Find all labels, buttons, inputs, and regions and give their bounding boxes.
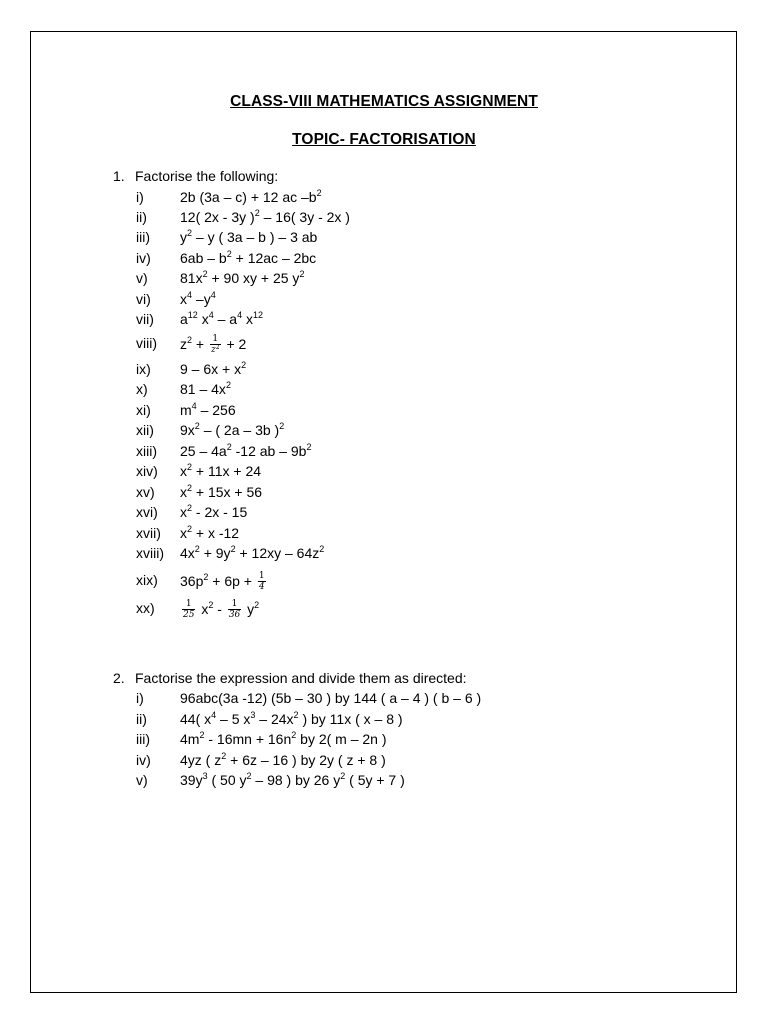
item-expression [180, 209, 350, 225]
item-expression [180, 711, 403, 727]
expression-text: 4x [180, 545, 195, 561]
exponent: 4 [191, 401, 197, 411]
exponent: 2 [208, 600, 214, 611]
item-numeral: xx) [136, 600, 155, 616]
expression-text: + 12ac – 2bc [231, 250, 317, 266]
fraction [182, 599, 195, 620]
exponent: 2 [194, 421, 200, 431]
fraction-numerator: 1 [258, 571, 265, 581]
item-expression [180, 690, 481, 706]
exponent: 2 [254, 600, 260, 611]
expression-text: 96abc(3a -12) (5b – 30 ) by 144 ( a – 4 ) ( b – 6 ) [180, 690, 482, 706]
expression-text: – 16( 3y - 2x ) [259, 209, 350, 225]
expression-text: a [180, 311, 188, 327]
item-numeral: xii) [136, 422, 154, 438]
expression-text: – 5 x [216, 711, 251, 727]
exponent: 2 [254, 208, 260, 218]
item-expression [180, 752, 386, 768]
expression-text: – 256 [196, 402, 236, 418]
item-numeral: i) [136, 690, 144, 706]
expression-text: + x -12 [192, 525, 240, 541]
exponent: 4 [237, 310, 243, 320]
item-numeral: vi) [136, 291, 151, 307]
expression-text: 81 – 4x [180, 381, 226, 397]
item-expression [180, 361, 246, 377]
expression-text: + 12xy – 64z [235, 545, 320, 561]
item-numeral: xix) [136, 572, 158, 588]
item-numeral: xv) [136, 484, 155, 500]
exponent: 2 [187, 228, 193, 238]
expression-text: x [180, 525, 187, 541]
expression-text: – 24x [255, 711, 294, 727]
fraction [258, 571, 266, 592]
expression-text: –y [192, 291, 211, 307]
item-numeral: x) [136, 381, 148, 397]
exponent: 2 [230, 544, 236, 554]
fraction [210, 334, 221, 355]
item-numeral: v) [136, 772, 148, 788]
expression-text: x [180, 463, 187, 479]
item-numeral: iv) [136, 250, 151, 266]
exponent: 2 [221, 751, 227, 761]
expression-text: y [243, 601, 255, 618]
expression-text: + 90 xy + 25 y [207, 270, 300, 286]
fraction-numerator: 1 [182, 599, 195, 610]
expression-text: 44( x [180, 711, 212, 727]
exponent: 4 [211, 710, 217, 720]
expression-text: -12 ab – 9b [231, 443, 307, 459]
expression-text: + 2 [222, 336, 247, 353]
expression-text: y [180, 229, 187, 245]
exponent: 2 [316, 188, 322, 198]
expression-text: x [242, 311, 253, 327]
exponent: 2 [299, 269, 305, 279]
item-expression [180, 381, 231, 397]
item-expression [180, 229, 317, 245]
expression-text: – y ( 3a – b ) – 3 ab [192, 229, 318, 245]
item-numeral: i) [136, 189, 144, 205]
expression-text: – ( 2a – 3b ) [199, 422, 280, 438]
expression-text: 2b (3a – c) + 12 ac –b [180, 189, 317, 205]
fraction-denominator: $z^2$ [210, 344, 220, 355]
expression-text: + 11x + 24 [192, 463, 262, 479]
exponent: 2 [306, 442, 312, 452]
expression-text: x [180, 484, 187, 500]
item-numeral: xiii) [136, 443, 157, 459]
exponent: 2 [187, 524, 193, 534]
expression-text: - 2x - 15 [192, 504, 248, 520]
item-expression [180, 311, 263, 327]
expression-text: 39y [180, 772, 203, 788]
item-expression [180, 484, 262, 500]
expression-text: - 16mn + 16n [204, 731, 292, 747]
exponent: 12 [252, 310, 263, 320]
item-expression [180, 335, 246, 356]
expression-text: 36p [180, 573, 204, 590]
item-numeral: xvii) [136, 525, 161, 541]
exponent: 2 [340, 771, 346, 781]
expression-text: 9x [180, 422, 195, 438]
exponent: 2 [199, 730, 205, 740]
item-numeral: iv) [136, 752, 151, 768]
exponent: 2 [187, 483, 193, 493]
exponent: 12 [187, 310, 198, 320]
exponent: 2 [319, 544, 325, 554]
expression-text: x [197, 601, 209, 618]
topic-heading: TOPIC- FACTORISATION [292, 131, 476, 148]
exponent: 4 [210, 290, 216, 300]
exponent: 4 [208, 310, 214, 320]
expression-text: + 9y [199, 545, 231, 561]
item-numeral: ii) [136, 209, 147, 225]
item-expression [180, 572, 268, 593]
item-numeral: iii) [136, 731, 150, 747]
expression-text: + 6p + [208, 573, 256, 590]
item-numeral: xviii) [136, 545, 164, 561]
exponent: 2 [226, 442, 232, 452]
item-numeral: vii) [136, 311, 154, 327]
question-number: 1. [113, 168, 125, 184]
item-expression [180, 525, 239, 541]
item-expression [180, 463, 261, 479]
fraction-denominator: 25 [183, 610, 195, 620]
expression-text: z [180, 336, 187, 353]
exponent: 3 [250, 710, 256, 720]
exponent: 2 [202, 269, 208, 279]
assignment-title: CLASS-VIII MATHEMATICS ASSIGNMENT [230, 93, 538, 110]
expression-text: ( 50 y [207, 772, 247, 788]
exponent: 2 [226, 249, 232, 259]
expression-text: x [180, 291, 187, 307]
item-numeral: xiv) [136, 463, 158, 479]
expression-text: – a [213, 311, 238, 327]
expression-text: by 2( m – 2n ) [296, 731, 387, 747]
expression-text: 4yz ( z [180, 752, 222, 768]
expression-text: ( 5y + 7 ) [345, 772, 405, 788]
expression-text: 12( 2x - 3y ) [180, 209, 255, 225]
item-expression [180, 731, 387, 747]
item-numeral: xvi) [136, 504, 158, 520]
expression-text: + 15x + 56 [192, 484, 263, 500]
exponent: 3 [202, 771, 208, 781]
expression-text: x [180, 504, 187, 520]
exponent: 2 [293, 710, 299, 720]
item-numeral: ii) [136, 711, 147, 727]
exponent: 2 [279, 421, 285, 431]
item-expression [180, 443, 311, 459]
item-numeral: viii) [136, 335, 157, 351]
expression-text: + 6z – 16 ) by 2y ( z + 8 ) [226, 752, 386, 768]
item-numeral: v) [136, 270, 148, 286]
exponent: 2 [203, 572, 209, 583]
expression-text: 81x [180, 270, 203, 286]
item-expression [180, 772, 405, 788]
expression-text: 25 – 4a [180, 443, 227, 459]
exponent: 2 [291, 730, 297, 740]
question-number: 2. [113, 670, 125, 686]
item-expression [180, 422, 284, 438]
expression-text: ) by 11x ( x – 8 ) [298, 711, 403, 727]
item-numeral: iii) [136, 229, 150, 245]
item-expression [180, 600, 259, 621]
expression-text: 4m [180, 731, 200, 747]
expression-text: + [192, 336, 208, 353]
item-numeral: ix) [136, 361, 151, 377]
item-expression [180, 189, 322, 205]
exponent: 4 [187, 290, 193, 300]
item-expression [180, 270, 304, 286]
expression-text: 6ab – b [180, 250, 227, 266]
item-expression [180, 250, 316, 266]
expression-text: x [197, 311, 209, 327]
exponent: 2 [187, 335, 193, 346]
question-text: Factorise the expression and divide them as directed: [135, 670, 467, 686]
item-expression [180, 504, 247, 520]
fraction-numerator: 1 [228, 599, 241, 610]
fraction-denominator: 36 [228, 610, 241, 620]
expression-text: 9 – 6x + x [180, 361, 242, 377]
item-expression [180, 402, 236, 418]
question-text: Factorise the following: [135, 168, 279, 184]
exponent: 2 [187, 503, 193, 513]
item-expression [180, 291, 216, 307]
exponent: 2 [194, 544, 200, 554]
exponent: 2 [241, 360, 247, 370]
expression-text: m [180, 402, 192, 418]
item-expression [180, 545, 324, 561]
expression-text: – 98 ) by 26 y [251, 772, 341, 788]
fraction [228, 599, 241, 620]
item-numeral: xi) [136, 402, 151, 418]
fraction-denominator: 4 [258, 582, 265, 592]
exponent: 2 [246, 771, 252, 781]
exponent: 2 [187, 462, 193, 472]
exponent: 2 [225, 380, 231, 390]
expression-text: - [213, 601, 226, 618]
fraction-numerator: 1 [210, 334, 221, 345]
